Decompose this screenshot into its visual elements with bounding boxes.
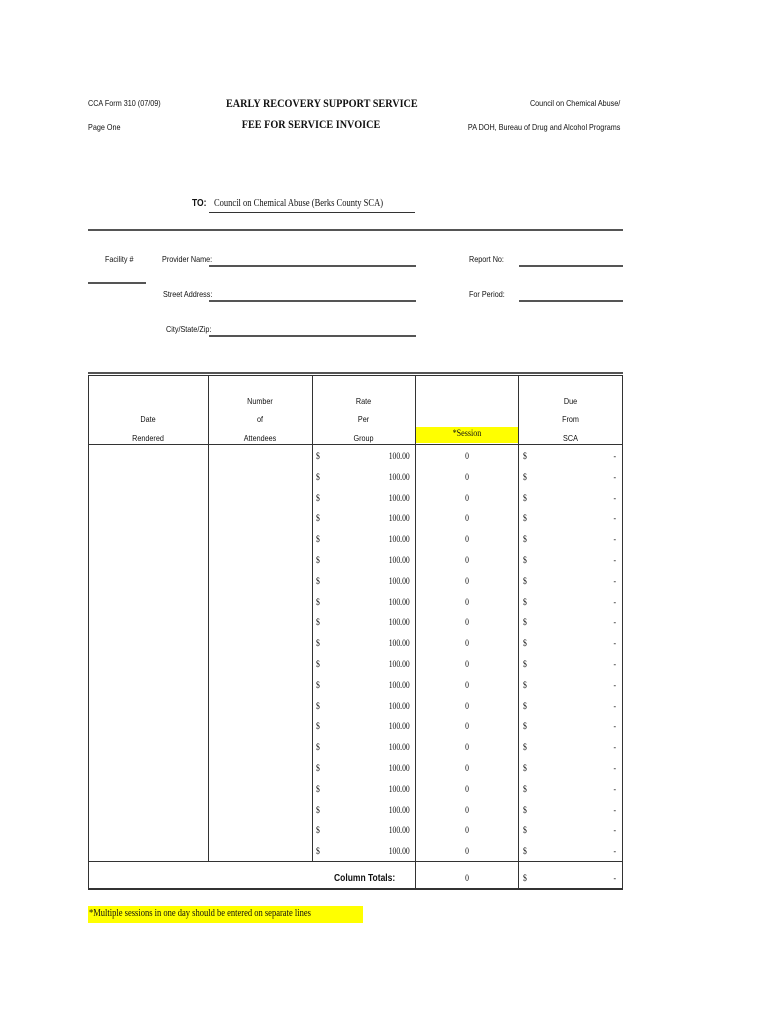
- rate-value: 100.00: [388, 805, 410, 815]
- due-currency: $: [523, 805, 527, 815]
- rate-currency: $: [316, 846, 320, 856]
- due-currency: $: [523, 638, 527, 648]
- due-currency: $: [523, 534, 527, 544]
- header-rate-2: Per: [357, 414, 370, 424]
- rate-value: 100.00: [388, 493, 410, 503]
- session-value: 0: [465, 721, 469, 731]
- due-currency: $: [523, 555, 527, 565]
- session-value: 0: [465, 555, 469, 565]
- document-title: EARLY RECOVERY SUPPORT SERVICE: [226, 96, 418, 110]
- section-divider: [88, 229, 623, 231]
- due-currency: $: [523, 513, 527, 523]
- session-value: 0: [465, 513, 469, 523]
- col-line-1: [208, 375, 209, 862]
- rate-currency: $: [316, 576, 320, 586]
- due-value: -: [613, 825, 616, 835]
- rate-value: 100.00: [388, 513, 410, 523]
- org-line-2: PA DOH, Bureau of Drug and Alcohol Programs: [467, 122, 620, 132]
- header-date-3: Rendered: [132, 433, 164, 443]
- due-currency: $: [523, 784, 527, 794]
- session-value: 0: [465, 534, 469, 544]
- col-line-2: [312, 375, 313, 862]
- due-value: -: [613, 805, 616, 815]
- due-value: -: [613, 680, 616, 690]
- rate-value: 100.00: [388, 721, 410, 731]
- city-state-zip-label: City/State/Zip:: [166, 324, 212, 334]
- rate-currency: $: [316, 701, 320, 711]
- header-attendees-1: Number: [247, 396, 273, 406]
- due-currency: $: [523, 617, 527, 627]
- report-no-input[interactable]: [519, 265, 623, 267]
- session-value: 0: [465, 846, 469, 856]
- rate-value: 100.00: [388, 763, 410, 773]
- session-value: 0: [465, 638, 469, 648]
- table-header-divider: [88, 444, 623, 445]
- due-currency: $: [523, 659, 527, 669]
- to-underline: [209, 212, 415, 213]
- session-value: 0: [465, 742, 469, 752]
- due-value: -: [613, 597, 616, 607]
- header-rate-1: Rate: [355, 396, 372, 406]
- due-currency: $: [523, 846, 527, 856]
- due-value: -: [613, 721, 616, 731]
- street-address-input[interactable]: [209, 300, 416, 302]
- rate-currency: $: [316, 742, 320, 752]
- due-currency: $: [523, 721, 527, 731]
- rate-value: 100.00: [388, 576, 410, 586]
- rate-value: 100.00: [388, 784, 410, 794]
- rate-value: 100.00: [388, 825, 410, 835]
- rate-value: 100.00: [388, 617, 410, 627]
- due-value: -: [613, 701, 616, 711]
- rate-currency: $: [316, 597, 320, 607]
- total-due-currency: $: [523, 873, 527, 883]
- rate-value: 100.00: [388, 659, 410, 669]
- due-currency: $: [523, 742, 527, 752]
- org-line-1: Council on Chemical Abuse/: [529, 98, 620, 108]
- session-value: 0: [465, 493, 469, 503]
- due-value: -: [613, 742, 616, 752]
- due-currency: $: [523, 763, 527, 773]
- session-value: 0: [465, 784, 469, 794]
- rate-currency: $: [316, 638, 320, 648]
- rate-value: 100.00: [388, 451, 410, 461]
- rate-currency: $: [316, 493, 320, 503]
- rate-currency: $: [316, 763, 320, 773]
- session-value: 0: [465, 805, 469, 815]
- rate-currency: $: [316, 451, 320, 461]
- due-currency: $: [523, 701, 527, 711]
- due-currency: $: [523, 576, 527, 586]
- session-value: 0: [465, 659, 469, 669]
- rate-currency: $: [316, 825, 320, 835]
- due-value: -: [613, 763, 616, 773]
- rate-value: 100.00: [388, 638, 410, 648]
- due-value: -: [613, 846, 616, 856]
- due-value: -: [613, 617, 616, 627]
- total-due: -: [613, 873, 616, 883]
- session-value: 0: [465, 680, 469, 690]
- due-value: -: [613, 534, 616, 544]
- due-value: -: [613, 451, 616, 461]
- session-value: 0: [465, 576, 469, 586]
- session-value: 0: [465, 472, 469, 482]
- header-rate-3: Group: [353, 433, 374, 443]
- to-value: Council on Chemical Abuse (Berks County SCA): [214, 198, 384, 209]
- due-currency: $: [523, 451, 527, 461]
- table-body-bottom: [88, 861, 623, 862]
- col-line-5: [622, 375, 623, 890]
- session-value: 0: [465, 617, 469, 627]
- table-top-border-inner: [88, 375, 623, 376]
- col-line-4: [518, 375, 519, 890]
- page-label: Page One: [88, 122, 121, 132]
- rate-value: 100.00: [388, 555, 410, 565]
- rate-currency: $: [316, 472, 320, 482]
- session-value: 0: [465, 701, 469, 711]
- header-session: *Session: [452, 429, 482, 439]
- street-address-label: Street Address:: [163, 289, 213, 299]
- session-value: 0: [465, 451, 469, 461]
- city-state-zip-input[interactable]: [209, 335, 416, 337]
- due-value: -: [613, 784, 616, 794]
- header-due-1: Due: [563, 396, 578, 406]
- provider-name-label: Provider Name:: [162, 254, 213, 264]
- rate-currency: $: [316, 721, 320, 731]
- table-top-border: [88, 372, 623, 374]
- document-subtitle: FEE FOR SERVICE INVOICE: [241, 117, 381, 131]
- for-period-label: For Period:: [469, 289, 505, 299]
- due-currency: $: [523, 680, 527, 690]
- footnote-text: *Multiple sessions in one day should be entered on separate lines: [89, 908, 311, 919]
- due-currency: $: [523, 825, 527, 835]
- facility-input[interactable]: [88, 282, 146, 284]
- due-value: -: [613, 576, 616, 586]
- header-date-2: Date: [140, 414, 156, 424]
- due-currency: $: [523, 472, 527, 482]
- col-line-0: [88, 375, 89, 890]
- col-line-3: [415, 375, 416, 890]
- to-label: TO:: [192, 198, 207, 209]
- for-period-input[interactable]: [519, 300, 623, 302]
- session-value: 0: [465, 597, 469, 607]
- due-value: -: [613, 513, 616, 523]
- header-attendees-3: Attendees: [243, 433, 277, 443]
- due-currency: $: [523, 597, 527, 607]
- total-session: 0: [465, 873, 469, 883]
- due-value: -: [613, 638, 616, 648]
- report-no-label: Report No:: [469, 254, 504, 264]
- rate-currency: $: [316, 555, 320, 565]
- due-value: -: [613, 472, 616, 482]
- rate-value: 100.00: [388, 701, 410, 711]
- rate-value: 100.00: [388, 597, 410, 607]
- due-value: -: [613, 555, 616, 565]
- rate-value: 100.00: [388, 846, 410, 856]
- due-value: -: [613, 493, 616, 503]
- rate-currency: $: [316, 617, 320, 627]
- rate-currency: $: [316, 534, 320, 544]
- due-value: -: [613, 659, 616, 669]
- rate-currency: $: [316, 805, 320, 815]
- session-value: 0: [465, 825, 469, 835]
- rate-currency: $: [316, 513, 320, 523]
- provider-name-input[interactable]: [209, 265, 416, 267]
- rate-value: 100.00: [388, 742, 410, 752]
- rate-value: 100.00: [388, 680, 410, 690]
- session-value: 0: [465, 763, 469, 773]
- rate-value: 100.00: [388, 534, 410, 544]
- table-bottom-border: [88, 888, 623, 890]
- form-id: CCA Form 310 (07/09): [88, 98, 161, 108]
- rate-currency: $: [316, 680, 320, 690]
- facility-label: Facility #: [105, 254, 134, 264]
- rate-currency: $: [316, 659, 320, 669]
- header-due-2: From: [562, 414, 579, 424]
- rate-value: 100.00: [388, 472, 410, 482]
- header-attendees-2: of: [256, 414, 264, 424]
- rate-currency: $: [316, 784, 320, 794]
- column-totals-label: Column Totals:: [334, 873, 396, 884]
- due-currency: $: [523, 493, 527, 503]
- header-due-3: SCA: [563, 433, 578, 443]
